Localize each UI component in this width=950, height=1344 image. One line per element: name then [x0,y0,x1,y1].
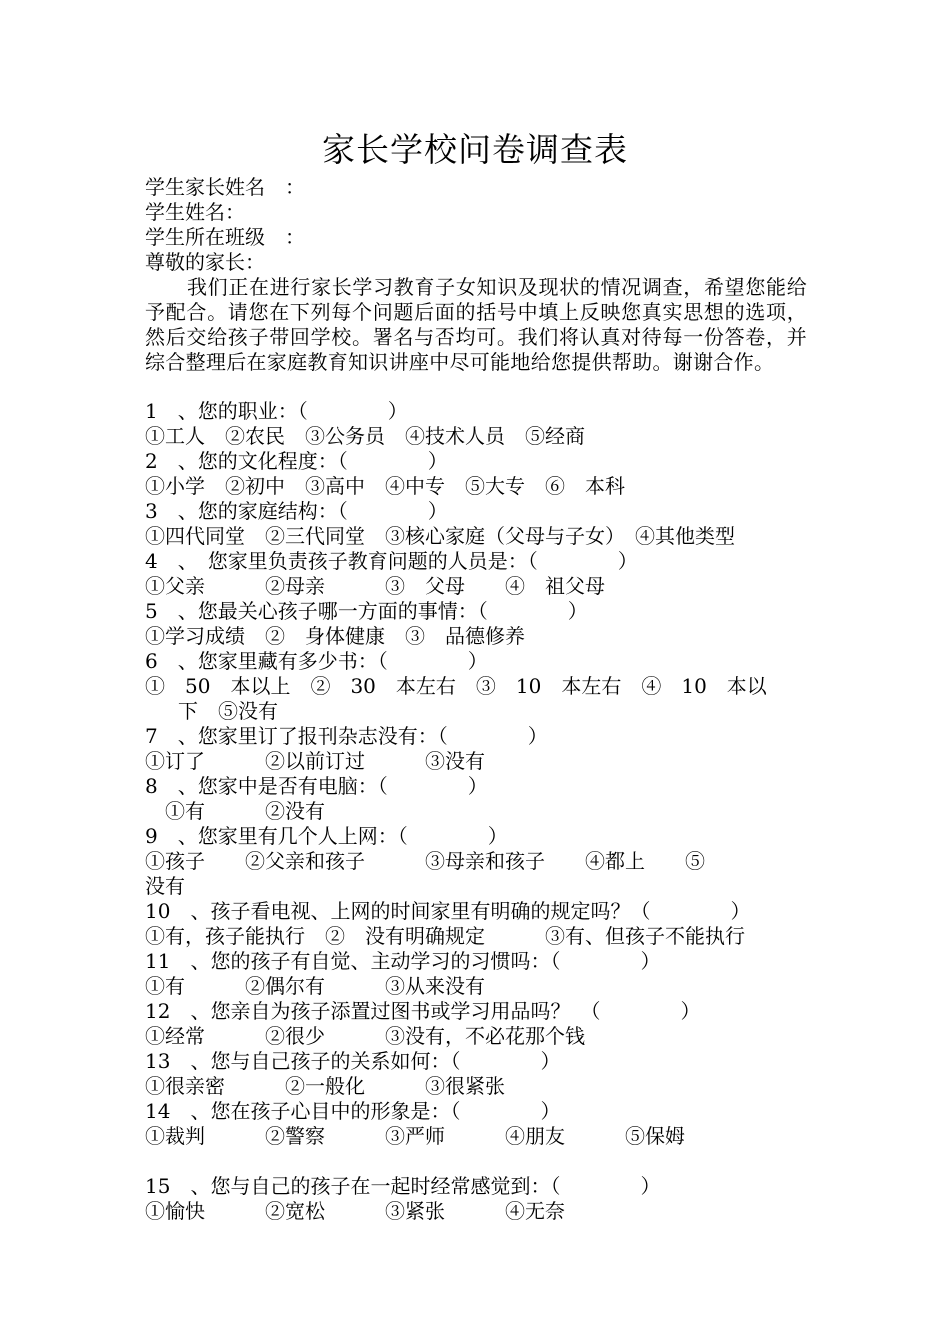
greeting: 尊敬的家长： [145,250,265,274]
question-1: 1 、您的职业：（ ） [145,399,408,423]
options-3: ①四代同堂 ②三代同堂 ③核心家庭（父母与子女） ④其他类型 [145,524,735,548]
options-5: ①学习成绩 ② 身体健康 ③ 品德修养 [145,624,525,648]
question-7: 7 、您家里订了报刊杂志没有：（ ） [145,724,548,748]
question-2: 2 、您的文化程度：（ ） [145,449,448,473]
question-15: 15 、您与自己的孩子在一起时经常感觉到：（ ） [145,1174,661,1198]
options-9-continued: 没有 [145,874,185,898]
page-title: 家长学校问卷调查表 [322,130,628,169]
question-14: 14 、您在孩子心目中的形象是：（ ） [145,1099,561,1123]
options-4: ①父亲 ②母亲 ③ 父母 ④ 祖父母 [145,574,605,598]
question-9: 9 、您家里有几个人上网：（ ） [145,824,508,848]
question-5: 5 、您最关心孩子哪一方面的事情：（ ） [145,599,588,623]
question-6: 6 、您家里藏有多少书：（ ） [145,649,488,673]
options-6: ① 50 本以上 ② 30 本左右 ③ 10 本左右 ④ 10 本以 [145,674,767,698]
options-12: ①经常 ②很少 ③没有，不必花那个钱 [145,1024,585,1048]
question-12: 12 、您亲自为孩子添置过图书或学习用品吗？ （ ） [145,999,701,1023]
options-13: ①很亲密 ②一般化 ③很紧张 [145,1074,505,1098]
options-6-continued: 下 ⑤没有 [178,699,278,723]
options-9: ①孩子 ②父亲和孩子 ③母亲和孩子 ④都上 ⑤ [145,849,705,873]
class-field: 学生所在班级 ： [145,225,305,249]
student-name-field: 学生姓名： [145,200,245,224]
question-4: 4 、 您家里负责孩子教育问题的人员是：（ ） [145,549,638,573]
options-10: ①有，孩子能执行 ② 没有明确规定 ③有、但孩子不能执行 [145,924,745,948]
parent-name-field: 学生家长姓名 ： [145,175,305,199]
options-2: ①小学 ②初中 ③高中 ④中专 ⑤大专 ⑥ 本科 [145,474,625,498]
question-8: 8 、您家中是否有电脑：（ ） [145,774,488,798]
options-14: ①裁判 ②警察 ③严师 ④朋友 ⑤保姆 [145,1124,685,1148]
question-13: 13 、您与自己孩子的关系如何：（ ） [145,1049,561,1073]
intro-paragraph: 我们正在进行家长学习教育子女知识及现状的情况调查，希望您能给予配合。请您在下列每个问题后面的括号中填上反映您真实思想的选项，然后交给孩子带回学校。署名与否均可。我们将认真对待每一份答卷，并综合整理后在家庭教育知识讲座中尽可能地给您提供帮助。谢谢合作。 [145,275,807,374]
question-11: 11 、您的孩子有自觉、主动学习的习惯吗：（ ） [145,949,661,973]
options-11: ①有 ②偶尔有 ③从来没有 [145,974,485,998]
question-10: 10 、孩子看电视、上网的时间家里有明确的规定吗？（ ） [145,899,751,923]
options-8: ①有 ②没有 [165,799,325,823]
options-7: ①订了 ②以前订过 ③没有 [145,749,485,773]
options-1: ①工人 ②农民 ③公务员 ④技术人员 ⑤经商 [145,424,585,448]
options-15: ①愉快 ②宽松 ③紧张 ④无奈 [145,1199,565,1223]
question-3: 3 、您的家庭结构：（ ） [145,499,448,523]
